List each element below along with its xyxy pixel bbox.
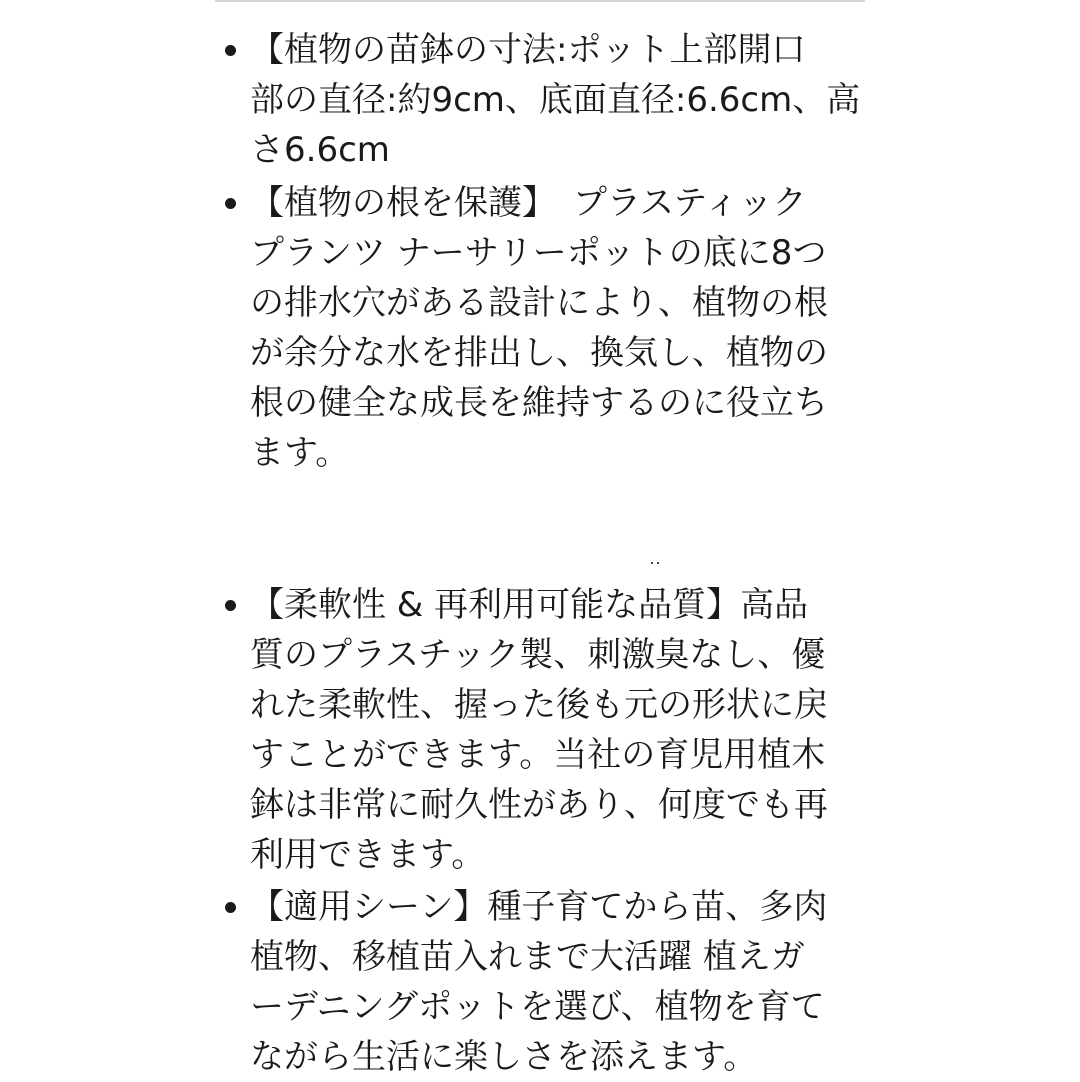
text-line: さ6.6cm bbox=[250, 130, 390, 170]
bullet-icon bbox=[225, 902, 236, 913]
text-line: すことができます。当社の育児用植木 bbox=[250, 735, 826, 775]
top-divider bbox=[215, 0, 865, 2]
text-line: プランツ ナーサリーポットの底に8つ bbox=[250, 233, 827, 273]
text-line: ーデニングポットを選び、植物を育て bbox=[250, 987, 825, 1027]
separator-mark bbox=[651, 562, 660, 566]
bullet-icon bbox=[225, 198, 236, 209]
bullet-icon bbox=[225, 600, 236, 611]
text-line: 部の直径:約9cm、底面直径:6.6cm、高 bbox=[250, 80, 861, 120]
text-line: れた柔軟性、握った後も元の形状に戻 bbox=[250, 685, 828, 725]
text-line: が余分な水を排出し、換気し、植物の bbox=[250, 333, 828, 373]
bullet-text bbox=[250, 882, 865, 1082]
text-line: 【植物の根を保護】 プラスティック bbox=[250, 183, 807, 223]
text-line: ます。 bbox=[250, 433, 350, 473]
text-line: 質のプラスチック製、刺激臭なし、優 bbox=[250, 635, 826, 675]
text-line: 根の健全な成長を維持するのに役立ち bbox=[250, 383, 828, 423]
bullet-text bbox=[250, 178, 865, 478]
bullet-text bbox=[250, 580, 865, 880]
text-line: ながら生活に楽しさを添えます。 bbox=[250, 1037, 758, 1077]
text-line: 【適用シーン】種子育てから苗、多肉 bbox=[250, 887, 828, 927]
text-line: 【植物の苗鉢の寸法:ポット上部開口 bbox=[250, 30, 806, 70]
text-line: 植物、移植苗入れまで大活躍 植えガ bbox=[250, 937, 805, 977]
text-line: 【柔軟性 & 再利用可能な品質】高品 bbox=[250, 585, 809, 625]
bullet-icon bbox=[225, 45, 236, 56]
text-line: 利用できます。 bbox=[250, 835, 486, 875]
bullet-text bbox=[250, 25, 865, 175]
text-line: 鉢は非常に耐久性があり、何度でも再 bbox=[250, 785, 828, 825]
text-line: の排水穴がある設計により、植物の根 bbox=[250, 283, 828, 323]
